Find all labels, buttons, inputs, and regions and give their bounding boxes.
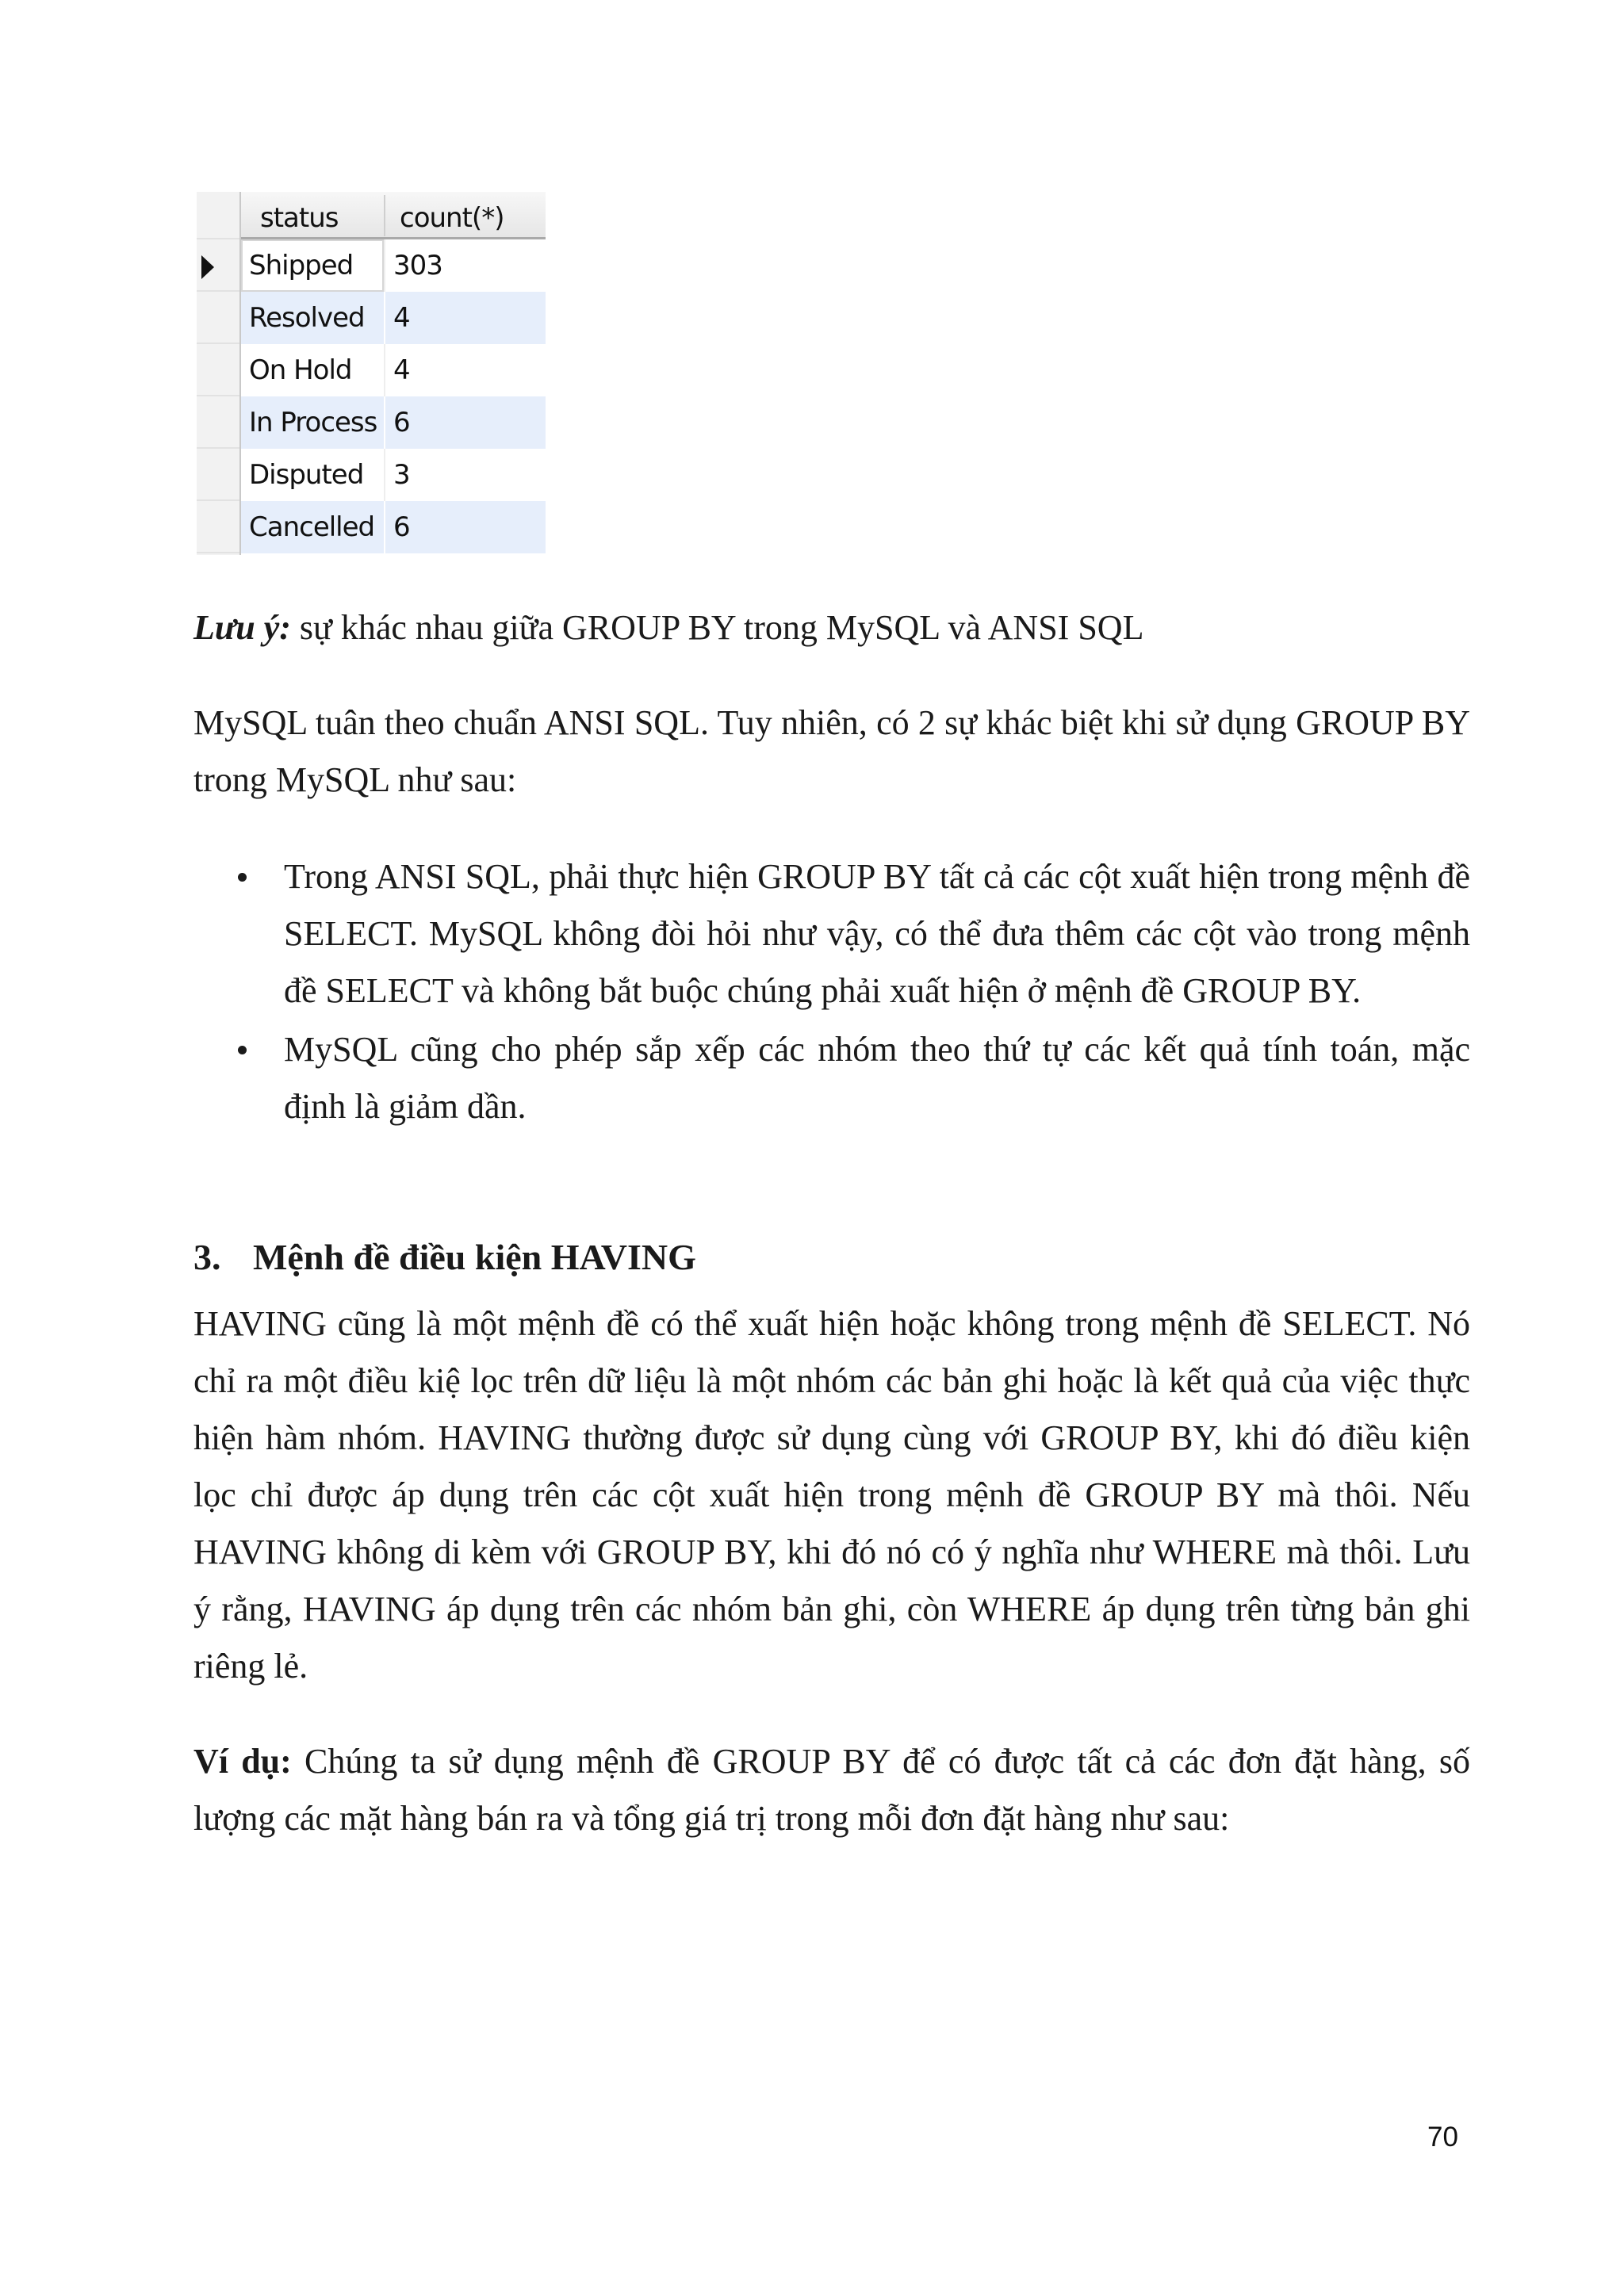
row-selector[interactable]: [197, 344, 239, 396]
column-header-count[interactable]: count(*): [400, 202, 504, 234]
current-row-arrow-icon: [201, 255, 214, 279]
differences-list: [193, 848, 1470, 1137]
note-label: Lưu ý:: [193, 608, 291, 647]
having-paragraph: HAVING cũng là một mệnh đề có thể xuất hiện hoặc không trong mệnh đề SELECT. Nó chỉ ra một điều kiệ lọc trên dữ liệu là một nhóm các bản ghi hoặc là kết quả của việc thực hiện hàm nhóm. HAVING thường được sử dụng cùng với GROUP BY, khi đó điều kiện lọc chỉ được áp dụng trên các cột xuất hiện trong mệnh đề GROUP BY mà thôi. Nếu HAVING không di kèm với GROUP BY, khi đó nó có ý nghĩa như WHERE mà thôi. Lưu ý rằng, HAVING áp dụng trên các nhóm bản ghi, còn WHERE áp dụng trên từng bản ghi riêng lẻ.: [193, 1304, 1470, 1686]
bullet-icon: [238, 1046, 247, 1054]
cell-count[interactable]: 4: [393, 302, 410, 334]
page-number: 70: [1427, 2122, 1458, 2152]
note-paragraph: [193, 599, 1470, 656]
cell-status[interactable]: Cancelled: [249, 511, 375, 543]
section-title: Mệnh đề điều kiện HAVING: [253, 1237, 696, 1277]
cell-count[interactable]: 4: [393, 354, 410, 386]
intro-paragraph: MySQL tuân theo chuẩn ANSI SQL. Tuy nhiên, có 2 sự khác biệt khi sử dụng GROUP BY trong MySQL như sau:: [193, 703, 1470, 799]
example-text: Chúng ta sử dụng mệnh đề GROUP BY để có được tất cả các đơn đặt hàng, số lượng các mặt hàng bán ra và tổng giá trị trong mỗi đơn đặt hàng như sau:: [193, 1742, 1471, 1838]
row-selector[interactable]: [197, 449, 239, 501]
table-row[interactable]: [241, 396, 546, 449]
table-row[interactable]: [241, 239, 546, 292]
cell-count[interactable]: 6: [393, 511, 410, 543]
column-divider: [384, 449, 385, 501]
grid-header: [241, 192, 546, 239]
table-row[interactable]: [241, 292, 546, 344]
row-selector[interactable]: [197, 396, 239, 449]
list-item: [193, 848, 1470, 1020]
list-item-text: Trong ANSI SQL, phải thực hiện GROUP BY tất cả các cột xuất hiện trong mệnh đề SELECT. MySQL không đòi hỏi như vậy, có thể đưa thêm các cột vào trong mệnh đề SELECT và không bắt buộc chúng phải xuất hiện ở mệnh đề GROUP BY.: [284, 857, 1470, 1010]
column-divider: [384, 396, 385, 449]
column-divider: [384, 239, 385, 292]
table-row[interactable]: [241, 344, 546, 396]
list-item: [193, 1021, 1470, 1135]
column-divider: [384, 344, 385, 396]
column-divider: [384, 501, 385, 553]
column-header-status[interactable]: status: [260, 202, 339, 234]
row-selector-header: [197, 192, 239, 239]
example-paragraph: [193, 1733, 1470, 1847]
row-selector[interactable]: [197, 501, 239, 553]
cell-status[interactable]: Resolved: [249, 302, 365, 334]
row-selector-column: [197, 192, 241, 555]
cell-count[interactable]: 303: [393, 250, 442, 281]
table-row[interactable]: [241, 449, 546, 501]
cell-status[interactable]: Disputed: [249, 459, 364, 491]
table-row[interactable]: [241, 501, 546, 553]
note-text: sự khác nhau giữa GROUP BY trong MySQL và ANSI SQL: [290, 608, 1144, 647]
section-heading: [193, 1229, 696, 1286]
cell-status[interactable]: Shipped: [241, 239, 384, 292]
cell-count[interactable]: 6: [393, 407, 410, 438]
list-item-text: MySQL cũng cho phép sắp xếp các nhóm theo thứ tự các kết quả tính toán, mặc định là giảm dần.: [284, 1030, 1470, 1126]
cell-count[interactable]: 3: [393, 459, 410, 491]
row-selector[interactable]: [197, 292, 239, 344]
example-label: Ví dụ:: [193, 1742, 292, 1781]
cell-status[interactable]: In Process: [249, 407, 377, 438]
column-divider: [384, 195, 385, 236]
cell-status[interactable]: On Hold: [249, 354, 352, 386]
bullet-icon: [238, 873, 247, 882]
column-divider: [384, 292, 385, 344]
section-number: 3.: [193, 1237, 221, 1277]
result-grid: [197, 192, 546, 555]
